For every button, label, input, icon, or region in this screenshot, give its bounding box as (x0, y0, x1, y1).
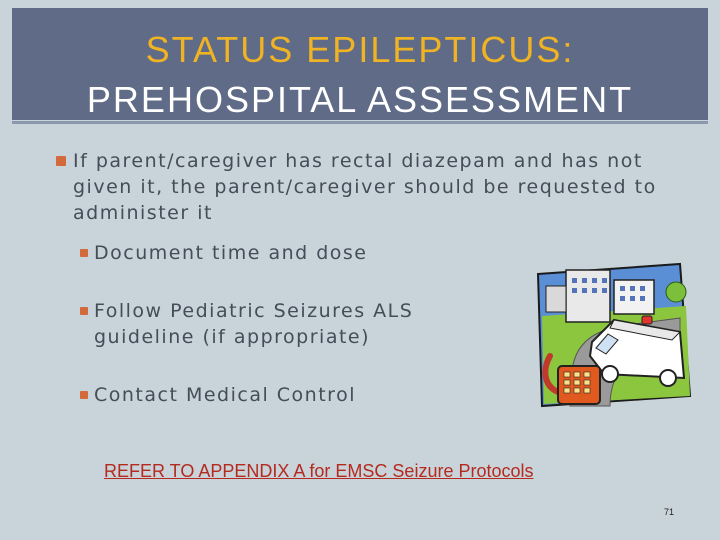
bullet-text: If parent/caregiver has rectal diazepam and has not given it, the parent/caregiver should be requested to administer it (73, 150, 657, 224)
sub-bullet-text: Follow Pediatric Seizures ALS guideline (if appropriate) (94, 300, 414, 348)
bullet-item-1 (56, 148, 666, 226)
bullet-marker-icon (56, 156, 66, 166)
slide-title-line1: STATUS EPILEPTICUS: (145, 29, 575, 70)
sub-bullet-item-2 (80, 298, 520, 350)
sub-bullet-item-1 (80, 240, 520, 266)
bullet-marker-icon (80, 391, 88, 399)
slide-title-line2: PREHOSPITAL ASSESSMENT (86, 79, 634, 120)
ambulance-hospital-phone-illustration (530, 256, 696, 418)
title-bar (12, 8, 708, 120)
page-number: 71 (664, 507, 675, 517)
title-divider (12, 121, 708, 124)
bullet-marker-icon (80, 249, 88, 257)
sub-bullet-text: Document time and dose (94, 242, 368, 264)
bullet-marker-icon (80, 307, 88, 315)
appendix-link[interactable]: REFER TO APPENDIX A for EMSC Seizure Protocols (104, 461, 534, 481)
sub-bullet-item-3 (80, 382, 520, 408)
sub-bullet-text: Contact Medical Control (94, 384, 356, 406)
